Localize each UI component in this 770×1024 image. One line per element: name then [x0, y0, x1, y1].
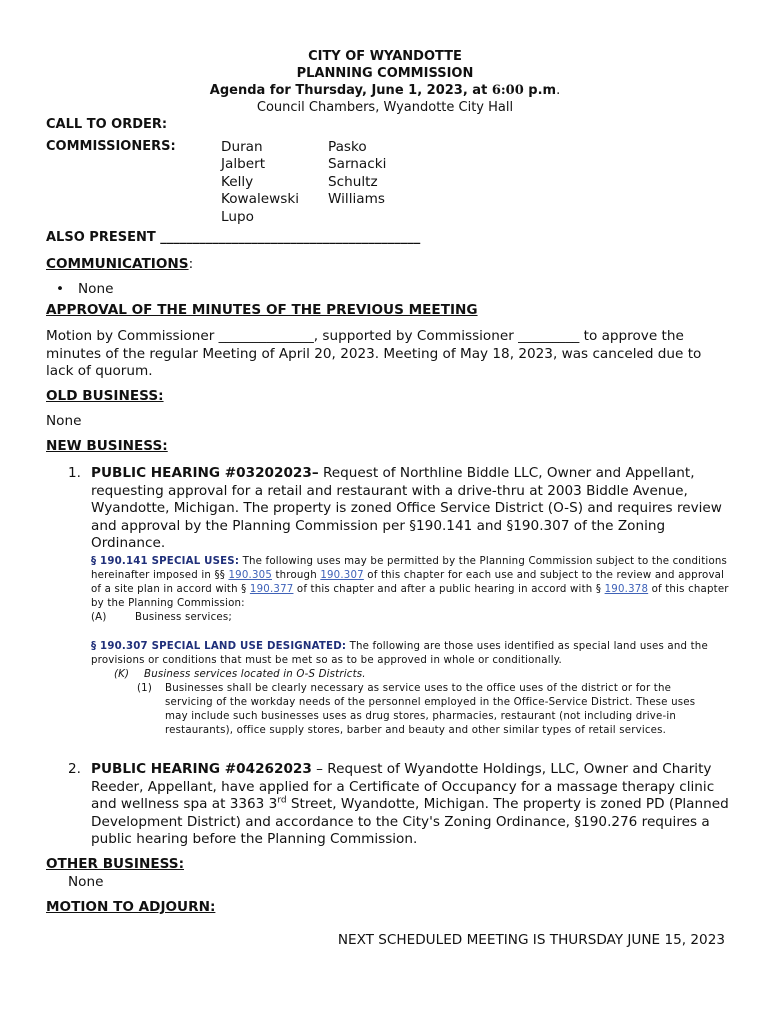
commissioner-name: Lupo [221, 208, 254, 225]
section-link-190-378[interactable]: 190.378 [604, 584, 649, 595]
public-hearing-2-text: – Request of Wyandotte Holdings, LLC, Owner and Charity Reeder, Appellant, have applied for a Certificate of Occupancy for a massage therapy clinic and wellness spa at 3363 3 [91, 761, 715, 812]
subsection-k-label: (K) [114, 669, 130, 680]
section-text: The following uses may be permitted by the Planning Commission subject to the conditions hereinafter imposed in §§ [91, 556, 728, 581]
agenda-time: 6:00 [491, 83, 524, 98]
other-business-heading: OTHER BUSINESS: [46, 856, 185, 872]
public-hearing-2-text-cont: Street, Wyandotte, Michigan. The property is zoned PD (Planned Development District) and accordance to the City's Zoning Ordinance, §190.276 requires a public hearing before the Planning Commission. [91, 796, 729, 847]
agenda-ampm: p.m [523, 83, 557, 98]
section-190-141-title: § 190.141 SPECIAL USES: [91, 556, 240, 567]
subsection-a-label: (A) [91, 612, 107, 623]
commissioner-name: Duran [221, 139, 263, 155]
section-link-190-307[interactable]: 190.307 [320, 570, 364, 581]
next-meeting-line: NEXT SCHEDULED MEETING IS THURSDAY JUNE 15, 2023 [337, 932, 725, 948]
section-190-141 [91, 555, 731, 611]
agenda-period: . [556, 83, 561, 98]
agenda-date-text: Agenda for Thursday, June 1, 2023, at [209, 83, 492, 98]
city-title: CITY OF WYANDOTTE [308, 49, 462, 64]
approval-heading: APPROVAL OF THE MINUTES OF THE PREVIOUS MEETING [46, 302, 478, 318]
bullet-icon: • [56, 281, 65, 297]
adjourn-heading: MOTION TO ADJOURN: [46, 899, 216, 915]
section-190-307 [91, 640, 731, 668]
public-hearing-1 [91, 465, 731, 553]
section-link-190-305[interactable]: 190.305 [228, 570, 272, 581]
commission-title: PLANNING COMMISSION [296, 66, 474, 81]
commissioner-name: Sarnacki [328, 156, 387, 173]
new-business-heading: NEW BUSINESS: [46, 438, 168, 454]
approval-motion-text: Motion by Commissioner ______________, supported by Commissioner _________ to approve the minutes of the regular Meeting of April 20, 2023. Meeting of May 18, 2023, was canceled due to lack of quorum. [46, 328, 702, 379]
section-text: through [272, 570, 321, 581]
section-text: The following are those uses identified as special land uses and the provisions or conditions that must be met so as to be approved in whole or conditionally. [91, 641, 708, 666]
public-hearing-2-title: PUBLIC HEARING #04262023 [91, 761, 312, 777]
communications-item: None [78, 281, 114, 297]
section-text: of this chapter by the Planning Commission: [91, 584, 729, 609]
public-hearing-1-text: Request of Northline Biddle LLC, Owner and Appellant, requesting approval for a retail and restaurant with a drive-thru at 2003 Biddle Avenue, Wyandotte, Michigan. The property is zoned Office Service District (O-S) and requires review and approval by the Planning Commission per §190.141 and §190.307 of the Zoning Ordinance. [91, 465, 722, 551]
commissioners-label: COMMISSIONERS: [46, 139, 176, 154]
section-text: of this chapter and after a public hearing in accord with § [293, 584, 605, 595]
communications-heading-text: COMMUNICATIONS [46, 256, 189, 272]
section-text: of this chapter for each use and subject to the review and approval of a site plan in accord with § [91, 570, 725, 595]
commissioners-col1 [221, 139, 299, 226]
subsection-a-text: Business services; [135, 612, 232, 623]
commissioner-name: Jalbert [221, 156, 266, 173]
old-business-item: None [46, 413, 82, 429]
section-link-190-377[interactable]: 190.377 [249, 584, 294, 595]
subsection-1-label: (1) [137, 683, 153, 694]
communications-heading [46, 256, 193, 272]
item-number: 1. [68, 465, 81, 481]
commissioner-name: Kelly [221, 173, 254, 190]
old-business-heading: OLD BUSINESS: [46, 388, 164, 404]
commissioner-name: Pasko [328, 139, 367, 155]
other-business-item: None [68, 874, 104, 890]
section-190-307-title: § 190.307 SPECIAL LAND USE DESIGNATED: [91, 641, 347, 652]
public-hearing-1-title: PUBLIC HEARING #03202023– [91, 465, 319, 481]
superscript-rd: rd [277, 795, 287, 806]
commissioner-name: Schultz [328, 173, 378, 190]
commissioner-name: Williams [328, 191, 385, 208]
agenda-date-line [0, 82, 770, 99]
call-to-order-heading: CALL TO ORDER: [46, 117, 168, 132]
public-hearing-2 [91, 761, 731, 849]
subsection-k-text: Business services located in O-S Districts. [144, 669, 366, 680]
subsection-1-text: Businesses shall be clearly necessary as service uses to the office uses of the district or for the servicing of the workday needs of the personnel employed in the Office-Service District. These uses may include such businesses uses as drug stores, pharmacies, restaurant (not including drive-in restaurants), office supply stores, barber and beauty and other similar types of retail services. [165, 683, 696, 736]
commissioners-col2 [328, 139, 386, 209]
also-present-line: ALSO PRESENT ________________________________________ [46, 230, 421, 245]
item-number: 2. [68, 761, 81, 777]
commissioner-name: Kowalewski [221, 191, 299, 208]
location-line: Council Chambers, Wyandotte City Hall [256, 100, 514, 115]
communications-colon: : [188, 256, 194, 272]
